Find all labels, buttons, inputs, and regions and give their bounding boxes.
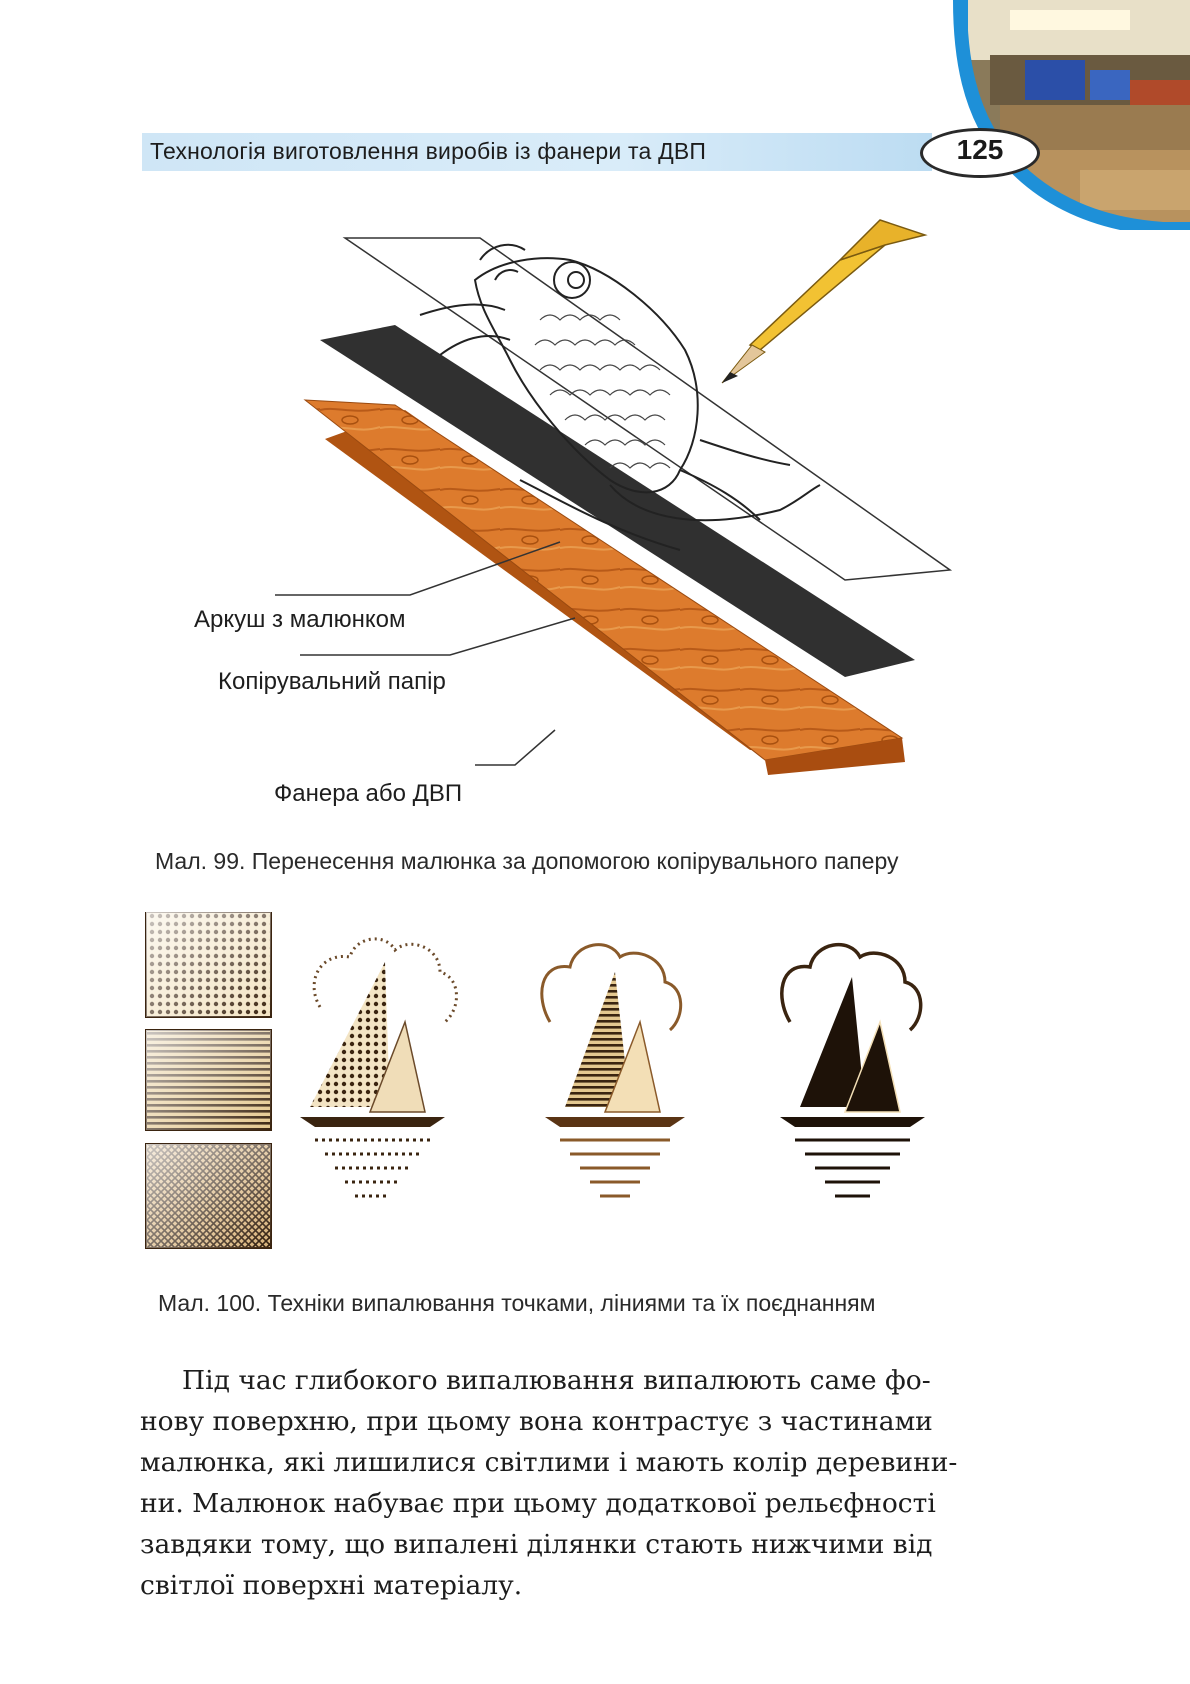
figure-100-illustration <box>140 912 1040 1272</box>
body-line: Під час глибокого випалювання випалюють саме фо- <box>182 1365 931 1396</box>
figure-99-caption: Мал. 99. Перенесення малюнка за допомогою копірувального паперу <box>155 848 899 874</box>
sailboat-combined <box>780 945 925 1196</box>
body-line: завдяки тому, що випалені ділянки стають нижчими від <box>140 1529 933 1560</box>
body-paragraph <box>140 1360 1035 1606</box>
workshop-photo <box>930 0 1190 230</box>
body-line: ни. Малюнок набуває при цьому додаткової рельєфності <box>140 1488 936 1519</box>
figure-99-illustration <box>140 200 1040 840</box>
body-line: світлої поверхні матеріалу. <box>140 1570 523 1601</box>
figure-100-caption: Мал. 100. Техніки випалювання точками, ліниями та їх поєднанням <box>158 1290 876 1316</box>
sailboat-dots <box>300 939 456 1196</box>
page-number: 125 <box>956 134 1004 165</box>
plywood-board <box>305 400 905 775</box>
label-plywood: Фанера або ДВП <box>274 780 463 807</box>
label-sheet-with-drawing: Аркуш з малюнком <box>194 606 406 633</box>
chapter-title: Технологія виготовлення виробів із фанери та ДВП <box>150 138 707 164</box>
technique-swatches <box>146 912 271 1248</box>
body-line: малюнка, які лишилися світлими і мають колір деревини- <box>140 1447 958 1478</box>
label-carbon-paper: Копірувальний папір <box>218 668 446 695</box>
body-line: нову поверхню, при цьому вона контрастує з частинами <box>140 1406 933 1437</box>
sailboat-lines <box>542 945 685 1196</box>
pencil-icon <box>722 220 925 383</box>
